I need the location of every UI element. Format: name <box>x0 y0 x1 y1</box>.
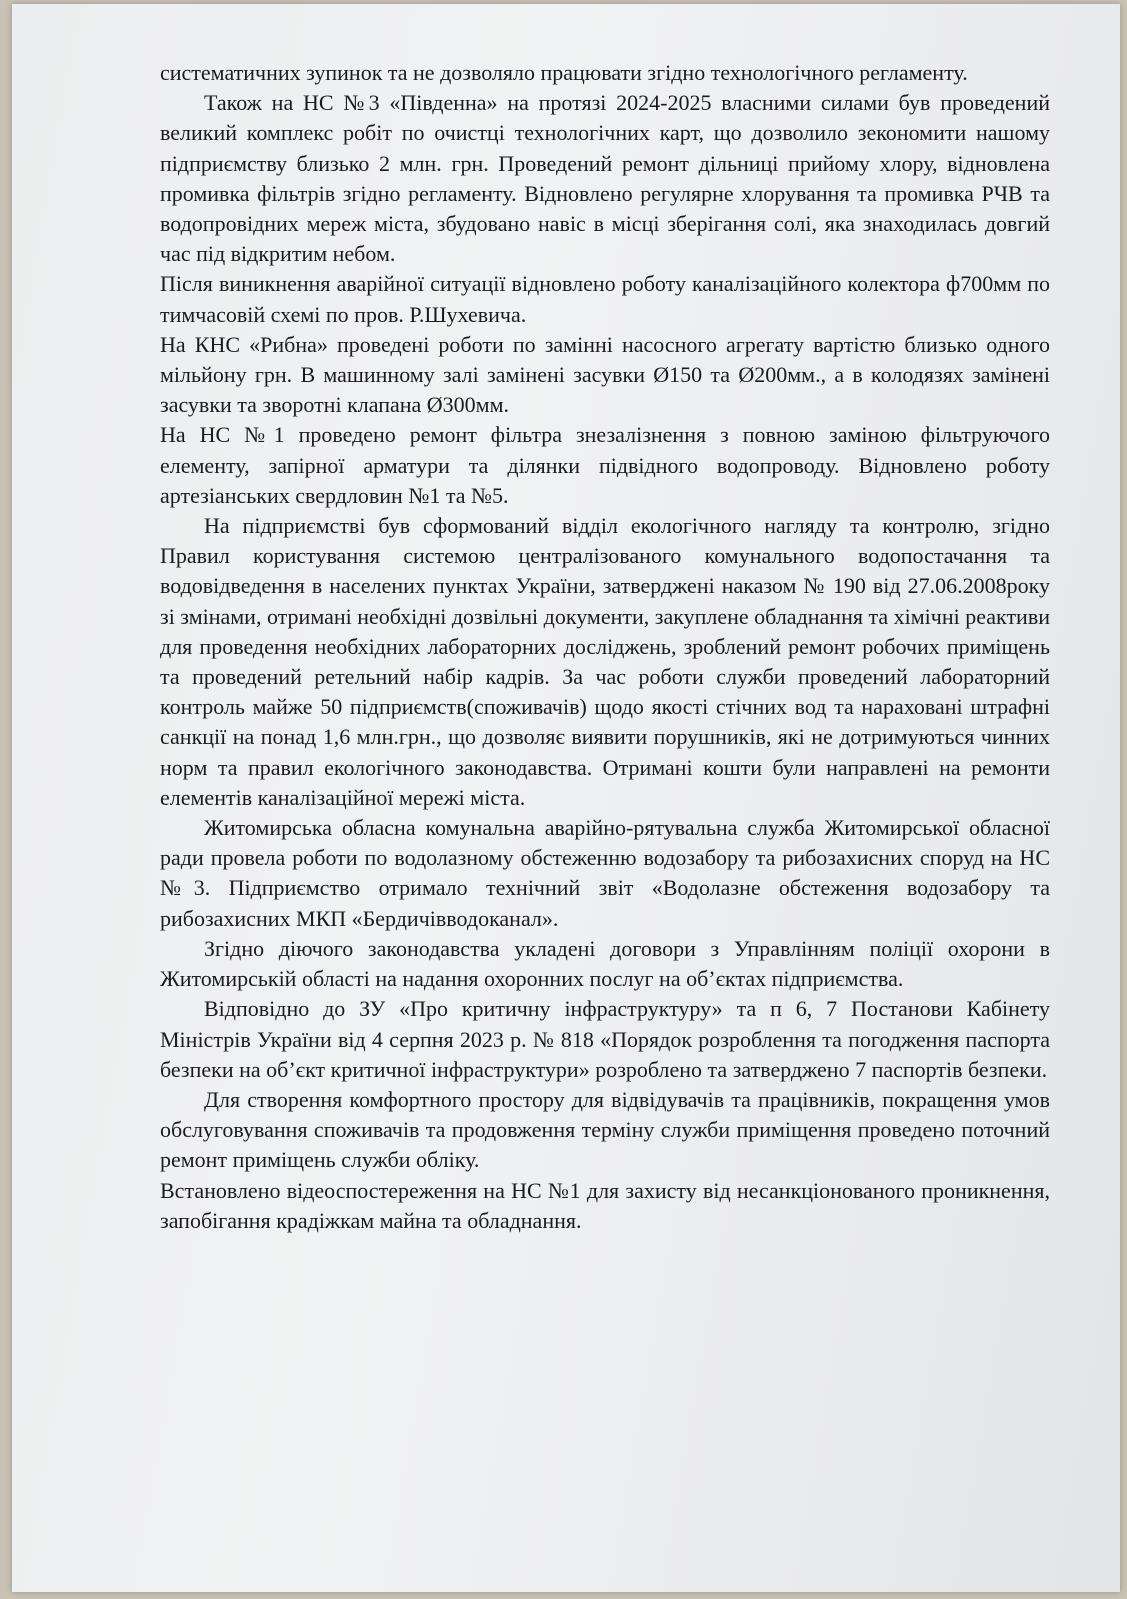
paragraph-9: Відповідно до ЗУ «Про критичну інфраструктуру» та п 6, 7 Постанови Кабінету Міністрів України від 4 серпня 2023 р. № 818 «Порядок розроблення та погодження паспорта безпеки на об’єкт критичної інфраструктури» розроблено та затверджено 7 паспортів безпеки. <box>160 996 1050 1082</box>
paragraph-11: Встановлено відеоспостереження на НС №1 для захисту від несанкціонованого проникнення, запобігання крадіжкам майна та обладнання. <box>160 1177 1050 1233</box>
paragraph-8: Згідно діючого законодавства укладені договори з Управлінням поліції охорони в Житомирській області на надання охоронних послуг на об’єктах підприємства. <box>160 935 1050 992</box>
paragraph-1: систематичних зупинок та не дозволяло працювати згідно технологічного регламенту. <box>160 60 968 85</box>
paragraph-3: Після виникнення аварійної ситуації відновлено роботу каналізаційного колектора ф700мм по тимчасовій схемі по пров. Р.Шухевича. <box>160 271 1050 327</box>
paragraph-7: Житомирська обласна комунальна аварійно-рятувальна служба Житомирської обласної ради провела роботи по водолазному обстеженню водозабору та рибозахисних споруд на НС №3. Підприємство отримало технічний звіт «Водолазне обстеження водозабору та рибозахисних МКП «Бердичівводоканал». <box>160 815 1050 931</box>
paragraph-2: Також на НС №3 «Південна» на протязі 2024-2025 власними силами був проведений великий комплекс робіт по очистці технологічних карт, що дозволило зекономити нашому підприємству близько 2 млн. грн. Проведений ремонт дільниці прийому хлору, відновлена промивка фільтрів згідно регламенту. Відновлено регулярне хлорування та промивка РЧВ та водопровідних мереж міста, збудовано навіс в місці зберігання солі, яка знаходилась довгий час під відкритим небом. <box>160 90 1050 267</box>
paragraph-4: На КНС «Рибна» проведені роботи по замінні насосного агрегату вартістю близько одного мільйону грн. В машинному залі замінені засувки Ø150 та Ø200мм., а в колодязях замінені засувки та зворотні клапана Ø300мм. <box>160 331 1050 418</box>
paragraph-6: На підприємстві був сформований відділ екологічного нагляду та контролю, згідно Правил користування системою централізованого комунального водопостачання та водовідведення в населених пунктах України, затверджені наказом № 190 від 27.06.2008року зі змінами, отримані необхідні дозвільні документи, закуплене обладнання та хімічні реактиви для проведення необхідних лабораторних досліджень, зроблений ремонт робочих приміщень та проведений ретельний набір кадрів. За час роботи служби проведений лабораторний контроль майже 50 підприємств(споживачів) щодо якості стічних вод та нараховані штрафні санкції на понад 1,6 млн.грн., що дозволяє виявити порушників, які не дотримуються чинних норм та правил екологічного законодавства. Отримані кошти були направлені на ремонти елементів каналізаційної мережі міста. <box>160 513 1050 810</box>
document-body <box>160 58 1050 1236</box>
document-page <box>12 4 1120 1592</box>
paragraph-10: Для створення комфортного простору для відвідувачів та працівників, покращення умов обслуговування споживачів та продовження терміну служби приміщення проведено поточний ремонт приміщень служби обліку. <box>160 1086 1050 1173</box>
paragraph-5: На НС №1 проведено ремонт фільтра знезалізнення з повною заміною фільтруючого елементу, запірної арматури та ділянки підвідного водопроводу. Відновлено роботу артезіанських свердловин №1 та №5. <box>160 422 1050 508</box>
